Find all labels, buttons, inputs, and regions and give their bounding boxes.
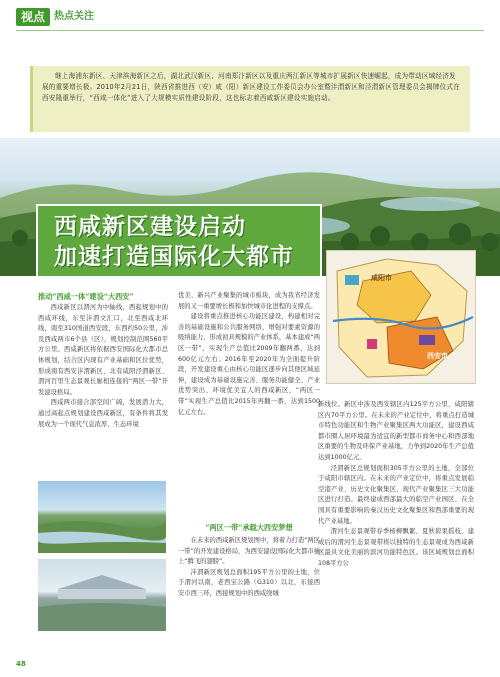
section-badge xyxy=(16,8,50,26)
article-title xyxy=(36,204,322,278)
paragraph: 西咸两市接合部空间广阔，发展潜力大，通过高起点规划建设西咸新区，有条件将其发展成为一个现代气息浓厚、生态环境 xyxy=(38,399,168,428)
intro-text: 继上海浦东新区、天津滨海新区之后，湖北武汉新区、河南郑汴新区以及重庆两江新区等城市扩展新区快速崛起，成为带动区域经济发展的重要增长极。2010年2月21日，陕西省推进西（安）咸（阳）新区建设工作委员会办公室暨沣渭新区和泾渭新区管理委员会揭牌仪式在西安隆重举行，“西咸一体化”进入了大规模实质性建设阶段，这也标志着西咸新区建设实施启动。 xyxy=(42,72,461,102)
column-label: 热点关注 xyxy=(54,11,94,22)
paragraph: 泾渭新区总规划面积305平方公里的土地，全部位于咸阳市辖区内。在未来的产业定位中，将重点发展临空港产业、历史文化聚集区、现代产业聚集区三大功能区进行打造。最终建成西部最大的临空产业园区、在全国具有重要影响的秦汉历史文化聚集区和西部重要的现代产业基地。 xyxy=(318,464,474,525)
map-label-xianyang: 咸阳市 xyxy=(371,274,392,282)
section-heading-1: 推动“西咸一体”建设“大西安” xyxy=(38,292,134,301)
paragraph: 渭河生态景观带春季杨柳飘絮、夏秋碧果摇枝，建成后的渭河生态景观带将以独特的生态景观成为西咸新区最具文化美丽的滨河功能特色区。该区域规划总面积108平方公 xyxy=(318,528,474,567)
paragraph: 建设将重点推进核心功能区建设，构建相对完善的基础设施和公共服务网络，增强对要素资源的吸纳能力，形成初具规模的产业体系，基本建成“两区一带”，实现生产总值比2009年翻两番，达到600亿元左右；2016年至2020年为全面提升阶段，开发建设重心由核心功能区逐步向其他区域延伸，建设成为基础设施完善、服务功能健全、产业优势突出、环境优美宜人的西咸新区，“两区一带”实现生产总值比2015年再翻一番，达到1500亿元左右。 xyxy=(178,313,320,416)
paragraph: 沣渭新区规划总面积195平方公里的土地，位于渭河以南，老西宝公路（G310）以北，东接西安市西三环，西接规划中的西咸绕城 xyxy=(178,568,320,597)
paragraph: 在未来的西咸新区规划图中，将着力打造“两区一带”的开发建设格局，为西安建设国际化大都市插上“腾飞的翅膀”。 xyxy=(178,537,320,566)
planning-map xyxy=(326,250,476,384)
column-2-lower xyxy=(178,522,320,600)
river-illustration xyxy=(38,481,166,553)
header-divider xyxy=(16,30,484,31)
river-photo xyxy=(38,481,166,553)
title-line-1: 西咸新区建设启动 xyxy=(54,213,246,240)
map-label-xian: 西安市 xyxy=(427,352,448,360)
paragraph: 西咸新区以渭河为中轴线，西起规划中的西咸环线，东至沣渭文汇口，北至西咸北环线，南至310国道西安段，东西约50公里，涉及西咸两市6个县（区），规划控制范围560平方公里。西咸新区将依据西安国际化大都市总体规划，结合区内现有产业基础和区位优势，形成南有西安沣渭新区、北有咸阳泾渭新区、渭河百里生态景观长廊相连接的“两区一带”开发建设格局。 xyxy=(38,304,168,396)
column-3 xyxy=(318,400,474,570)
column-1 xyxy=(38,291,168,430)
title-line-2: 加速打造国际化大都市 xyxy=(54,243,294,270)
column-2 xyxy=(178,291,320,418)
city-photo xyxy=(38,559,166,631)
section-label: 视点 xyxy=(20,10,45,24)
paragraph: 优美、新兴产业聚集的城市板块，成为我省经济发展的又一重要增长极和加快城市化进程的支撑点。 xyxy=(178,292,320,310)
paragraph: 新线位。新区中涉及西安辖区内125平方公里、咸阳辖区内70平方公里。在未来的产业定位中，将重点打造城市特色功能区和生物产业聚集区两大功能区，建设西咸都市圈人居环境最为适宜的新型都市商务中心和西部地区重要的生物及环保产业基地，力争到2020年生产总值达到1000亿元。 xyxy=(318,401,474,461)
city-illustration xyxy=(38,559,166,631)
page-number: 48 xyxy=(16,660,26,668)
intro-panel xyxy=(30,66,470,132)
section-heading-2: “两区一带”承载大西安梦想 xyxy=(205,523,293,532)
map-illustration xyxy=(327,251,477,385)
